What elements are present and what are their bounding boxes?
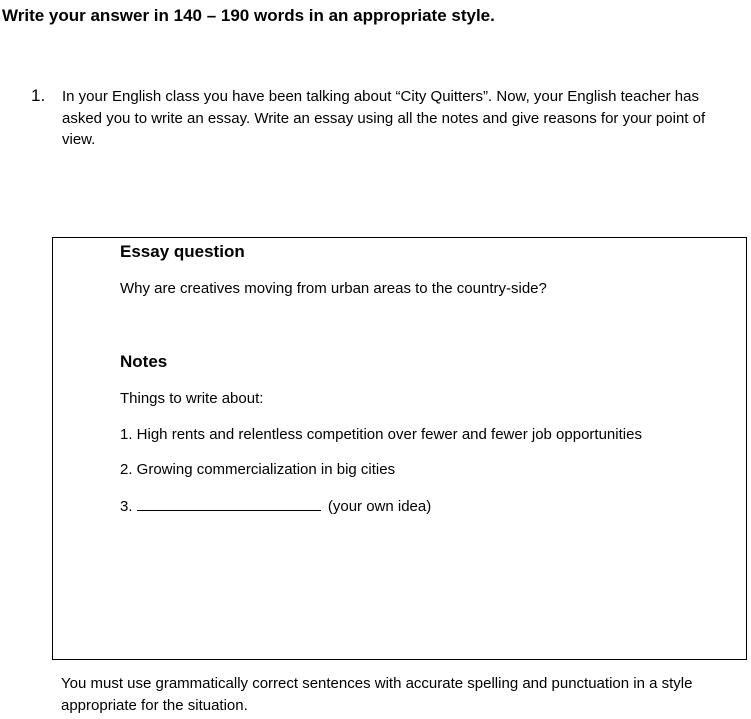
task-prompt-line: asked you to write an essay. Write an essay using all the notes and give reasons for your point of [62, 109, 706, 127]
answer-blank-line [137, 496, 321, 511]
essay-task-box [52, 237, 747, 660]
instruction-heading: Write your answer in 140 – 190 words in an appropriate style. [2, 6, 495, 25]
note-item-3-hint: (your own idea) [327, 498, 432, 515]
task-prompt-line: In your English class you have been talking about “City Quitters”. Now, your English teacher has [62, 88, 699, 105]
note-item-3-number: 3. [120, 498, 133, 515]
note-item-1: 1. High rents and relentless competition over fewer and fewer job opportunities [120, 426, 642, 443]
task-prompt-line: view. [62, 131, 96, 148]
footer-line: appropriate for the situation. [61, 696, 248, 714]
task-number: 1. [31, 86, 46, 105]
note-item-3 [120, 496, 431, 515]
essay-question-text: Why are creatives moving from urban areas to the country-side? [120, 280, 547, 297]
note-item-2: 2. Growing commercialization in big cities [120, 461, 396, 478]
footer-instruction [61, 673, 731, 716]
task-prompt [62, 86, 732, 151]
footer-line: You must use grammatically correct sentences with accurate spelling and punctuation in a style [61, 675, 693, 692]
notes-intro: Things to write about: [120, 390, 264, 407]
essay-question-heading: Essay question [120, 242, 245, 261]
notes-heading: Notes [120, 352, 168, 371]
